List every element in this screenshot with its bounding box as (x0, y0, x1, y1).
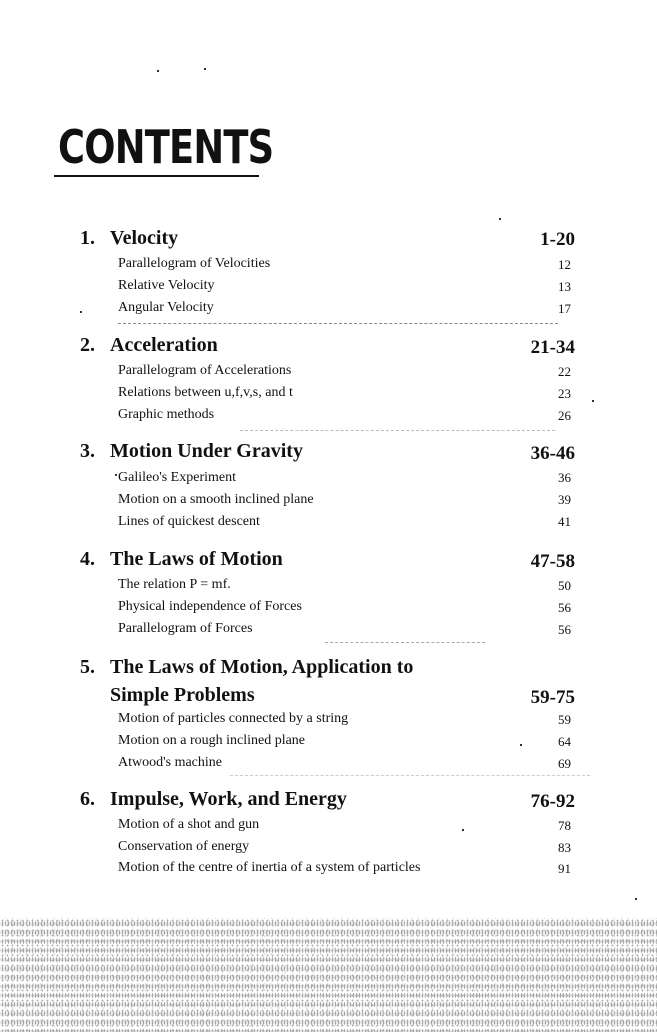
chapter-1-pages: 1-20 (540, 229, 575, 250)
section-title: Motion of a shot and gun (118, 817, 260, 832)
section-page: 41 (558, 514, 571, 529)
section-page: 78 (558, 818, 571, 833)
scan-speck (115, 474, 117, 476)
chapter-number: 1. (80, 227, 95, 249)
section-page: 22 (558, 364, 571, 379)
chapter-name: The Laws of Motion (110, 548, 283, 570)
chapter-number: 3. (80, 440, 95, 462)
chapter-name: Motion Under Gravity (110, 440, 303, 462)
chapter-name: Velocity (110, 227, 179, 249)
scan-speck (499, 218, 501, 220)
chapter-6-pages: 76-92 (530, 791, 575, 812)
scan-speck (520, 744, 522, 746)
separator-line (240, 430, 555, 431)
section-page: 59 (558, 712, 571, 727)
chapter-2-title (80, 333, 218, 357)
scan-speck (635, 898, 637, 900)
section-page: 56 (558, 622, 571, 637)
separator-line (118, 323, 558, 324)
section-title: Angular Velocity (118, 300, 214, 315)
section-title: Atwood's machine (118, 755, 223, 770)
chapter-number: 5. (80, 656, 95, 678)
section-title: Galileo's Experiment (118, 470, 236, 485)
section-page: 13 (558, 279, 571, 294)
section-page: 69 (558, 756, 571, 771)
chapter-4-title (80, 547, 283, 571)
section-title: Lines of quickest descent (118, 514, 260, 529)
chapter-2-pages: 21-34 (530, 337, 575, 358)
section-page: 64 (558, 734, 571, 749)
chapter-name: The Laws of Motion, Application to (110, 656, 414, 678)
chapter-name: Impulse, Work, and Energy (110, 788, 347, 810)
chapter-3-pages: 36-46 (530, 443, 575, 464)
chapter-4-pages: 47-58 (530, 551, 575, 572)
section-page: 12 (558, 257, 571, 272)
section-page: 26 (558, 408, 571, 423)
section-title: Motion on a smooth inclined plane (118, 492, 314, 507)
section-page: 83 (558, 840, 571, 855)
section-title: Relative Velocity (118, 278, 215, 293)
chapter-name: Acceleration (110, 334, 218, 356)
section-title: Relations between u,f,v,s, and t (118, 385, 293, 400)
section-title: Parallelogram of Velocities (118, 256, 271, 271)
section-title: Graphic methods (118, 407, 215, 422)
section-title: Motion of the centre of inertia of a system of particles (118, 860, 421, 875)
contents-heading: CONTENTS (58, 120, 274, 174)
section-title: Motion on a rough inclined plane (118, 733, 306, 748)
separator-line (325, 642, 485, 643)
section-title: Conservation of energy (118, 839, 250, 854)
section-title: Physical independence of Forces (118, 599, 302, 614)
section-page: 91 (558, 861, 571, 876)
chapter-5-title (80, 655, 413, 679)
scan-speck (204, 68, 206, 70)
scan-noise-band (0, 918, 657, 1032)
chapter-6-title (80, 787, 347, 811)
chapter-number: 6. (80, 788, 95, 810)
section-title: The relation P = mf. (118, 577, 231, 592)
chapter-5-title-continued: Simple Problems (110, 684, 255, 706)
section-page: 17 (558, 301, 571, 316)
section-title: Parallelogram of Accelerations (118, 363, 292, 378)
section-title: Motion of particles connected by a string (118, 711, 349, 726)
section-page: 56 (558, 600, 571, 615)
chapter-3-title (80, 439, 303, 463)
contents-heading-underline (54, 175, 259, 177)
scan-speck (592, 400, 594, 402)
chapter-1-title (80, 226, 178, 250)
scan-speck (462, 829, 464, 831)
scan-speck (157, 70, 159, 72)
scan-speck (80, 311, 82, 313)
chapter-5-pages: 59-75 (530, 687, 575, 708)
section-page: 23 (558, 386, 571, 401)
section-title: Parallelogram of Forces (118, 621, 253, 636)
separator-line (230, 775, 590, 776)
chapter-number: 2. (80, 334, 95, 356)
section-page: 50 (558, 578, 571, 593)
section-page: 39 (558, 492, 571, 507)
chapter-number: 4. (80, 548, 95, 570)
section-page: 36 (558, 470, 571, 485)
